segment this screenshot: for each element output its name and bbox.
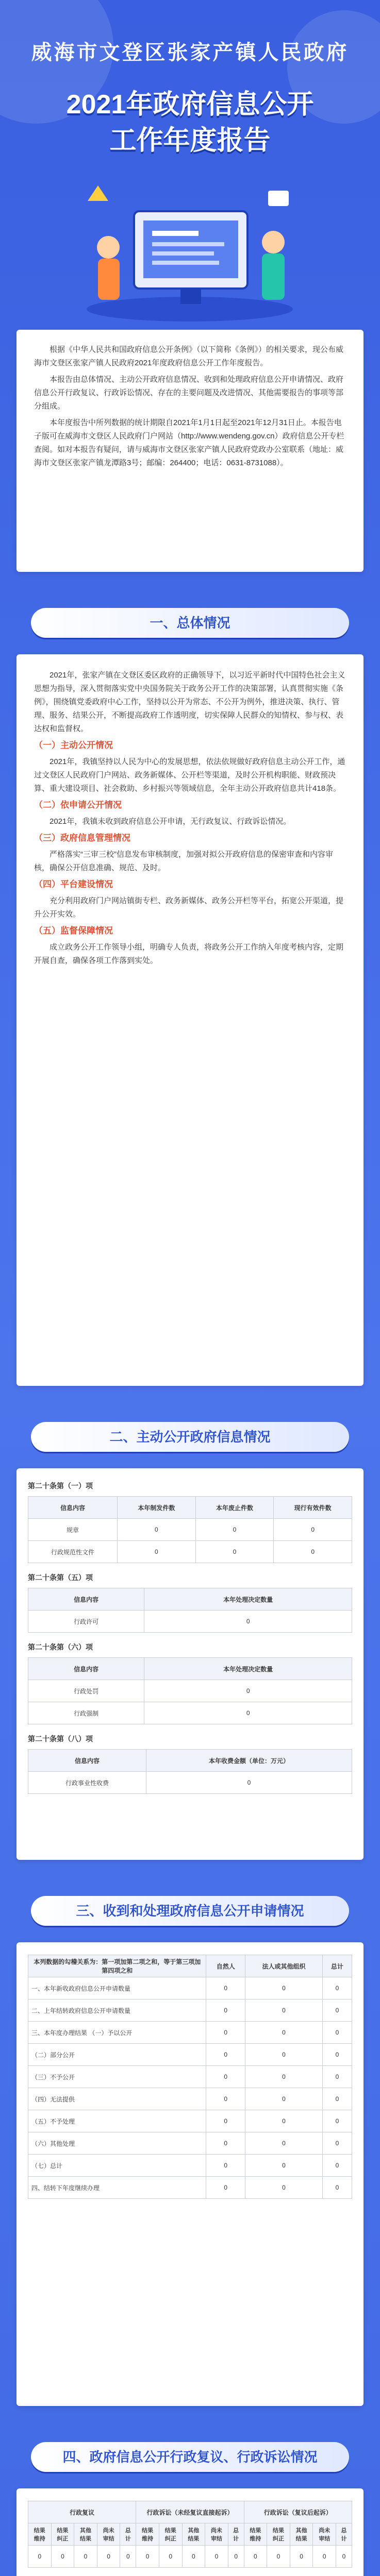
table-cell: 0 [206, 1977, 245, 1999]
table-cell: 0 [322, 2110, 352, 2132]
table-row [28, 1680, 352, 1702]
table-header-cell: 其他结果 [74, 2523, 97, 2546]
table-cell: 0 [206, 2110, 245, 2132]
table-cell: 0 [322, 1999, 352, 2022]
table3-card [16, 1942, 364, 2406]
subheading: （四）平台建设情况 [34, 879, 113, 889]
table-header-cell: 行政复议 [28, 2501, 136, 2523]
table-cell: 0 [228, 2546, 244, 2568]
table-cell: 0 [322, 2132, 352, 2155]
table-row [28, 1702, 352, 1724]
table-row [28, 2044, 352, 2066]
review-litigation-table [28, 2501, 352, 2568]
table-row [28, 2110, 352, 2132]
table-row [28, 1977, 352, 1999]
table-cell: 0 [245, 2066, 323, 2088]
table-row [28, 1611, 352, 1633]
table-cell: 0 [206, 1999, 245, 2022]
table-title: 第二十条第（一）项 [28, 1482, 93, 1490]
table-cell: （五）不予处理 [28, 2110, 206, 2132]
table-row [28, 2546, 352, 2568]
overview-paragraph: 2021年，我镇坚持以人民为中心的发展思想，依法依规做好政府信息主动公开工作，通过文登区人民政府门户网站、政务新媒体、公开栏等渠道，及时公开机构职能、财政预决算、重大建设项目、社会救助、乡村振兴等领域信息，全年主动公开政府信息共计418条。 [34, 757, 345, 793]
table-cell: 0 [336, 2546, 352, 2568]
section-heading: 一、总体情况 [31, 608, 349, 638]
header-banner [0, 0, 380, 330]
table-cell: （二）部分公开 [28, 2044, 206, 2066]
table-cell: 0 [74, 2546, 97, 2568]
subheading: （二）依申请公开情况 [34, 800, 122, 810]
intro-paragraph: 本报告由总体情况、主动公开政府信息情况、收到和处理政府信息公开申请情况、政府信息公开行政复议、行政诉讼情况、存在的主要问题及改进情况、其他需要报告的事项等部分组成。 [34, 375, 344, 411]
table-cell: 0 [144, 1702, 352, 1724]
table-header-cell: 信息内容 [28, 1750, 146, 1772]
table-header-cell: 信息内容 [28, 1497, 118, 1519]
section-heading: 四、政府信息公开行政复议、行政诉讼情况 [31, 2442, 349, 2472]
table-cell: 行政强制 [28, 1702, 144, 1724]
table-cell: 0 [245, 2155, 323, 2177]
table-cell: （六）其他处理 [28, 2132, 206, 2155]
table-header-cell: 总计 [322, 1955, 352, 1977]
table-header-cell: 法人或其他组织 [245, 1955, 323, 1977]
table-cell: 行政事业性收费 [28, 1772, 146, 1794]
table-row [28, 2155, 352, 2177]
table-cell: （四）无法提供 [28, 2088, 206, 2110]
table-cell: 0 [322, 2066, 352, 2088]
table-cell: 0 [28, 2546, 52, 2568]
subheading: （五）监督保障情况 [34, 926, 113, 936]
penalty-table [28, 1657, 352, 1724]
table-cell: 0 [290, 2546, 313, 2568]
table-header-cell: 结果维持 [28, 2523, 52, 2546]
section-heading: 二、主动公开政府信息情况 [31, 1422, 349, 1452]
table-cell: 0 [245, 2022, 323, 2044]
table-cell: 0 [144, 1611, 352, 1633]
table-row [28, 2177, 352, 2199]
table-header-cell: 本列数据的勾稽关系为：第一项加第二项之和，等于第三项加第四项之和 [28, 1955, 206, 1977]
table-row [28, 1999, 352, 2022]
table-cell: 0 [206, 2177, 245, 2199]
overview-card [16, 654, 364, 1386]
table-header-cell: 行政诉讼（复议后起诉） [244, 2501, 352, 2523]
overview-paragraph: 2021年，我镇未收到政府信息公开申请，无行政复议、行政诉讼情况。 [49, 817, 291, 826]
table-header-cell: 其他结果 [290, 2523, 313, 2546]
active-disclosure-table [28, 1496, 352, 1563]
table-title: 第二十条第（八）项 [28, 1735, 93, 1743]
gov-name: 威海市文登区张家产镇人民政府 [31, 41, 349, 64]
table-header-cell: 自然人 [206, 1955, 245, 1977]
table-header-cell: 本年制发件数 [118, 1497, 196, 1519]
table-row [28, 1772, 352, 1794]
report-title-line2: 工作年度报告 [109, 126, 271, 156]
table-row [28, 2088, 352, 2110]
application-table [28, 1955, 352, 2199]
overview-paragraph: 成立政务公开工作领导小组，明确专人负责，将政务公开工作纳入年度考核内容，定期开展自查，确保各项工作落到实处。 [34, 943, 344, 965]
table-cell: 0 [267, 2546, 290, 2568]
table-cell: 0 [245, 2088, 323, 2110]
table-cell: 0 [245, 1999, 323, 2022]
intro-card [16, 330, 364, 572]
fee-table [28, 1749, 352, 1794]
intro-paragraph: 根据《中华人民共和国政府信息公开条例》（以下简称《条例》）的相关要求，现公布威海市文登区张家产镇人民政府2021年度政府信息公开工作年度报告。 [34, 345, 344, 367]
table-cell: 0 [322, 2088, 352, 2110]
table-header-cell: 尚未审结 [313, 2523, 336, 2546]
table-cell: 四、结转下年度继续办理 [28, 2177, 206, 2199]
table-header-cell: 信息内容 [28, 1658, 144, 1680]
table-cell: 0 [206, 2066, 245, 2088]
table-cell: 0 [120, 2546, 136, 2568]
table-cell: 0 [322, 1977, 352, 1999]
table-cell: 0 [206, 2044, 245, 2066]
table-header-cell: 总计 [120, 2523, 136, 2546]
table-header-cell: 结果维持 [136, 2523, 159, 2546]
table-cell: 0 [206, 2132, 245, 2155]
section-heading: 三、收到和处理政府信息公开申请情况 [31, 1896, 349, 1926]
table-cell: 0 [206, 2155, 245, 2177]
table-cell: 规章 [28, 1519, 118, 1541]
office-illustration [77, 170, 303, 325]
table-cell: （三）不予公开 [28, 2066, 206, 2088]
subheading: （一）主动公开情况 [34, 740, 113, 750]
table-cell: 0 [245, 2044, 323, 2066]
table-cell: 0 [146, 1772, 352, 1794]
table-cell: 0 [206, 2088, 245, 2110]
table-cell: 0 [274, 1541, 352, 1563]
table-header-cell: 总计 [228, 2523, 244, 2546]
table-cell: 行政许可 [28, 1611, 144, 1633]
table-cell: 0 [313, 2546, 336, 2568]
table-cell: 0 [245, 1977, 323, 1999]
table-header-cell: 结果纠正 [267, 2523, 290, 2546]
table-cell: 0 [245, 2177, 323, 2199]
permit-table [28, 1588, 352, 1633]
table-row [28, 2022, 352, 2044]
table-title: 第二十条第（五）项 [28, 1573, 93, 1582]
table-header-cell: 本年废止件数 [195, 1497, 274, 1519]
table-cell: 行政规范性文件 [28, 1541, 118, 1563]
table-header-cell: 总计 [336, 2523, 352, 2546]
table-header-cell: 尚未审结 [205, 2523, 228, 2546]
table-cell: 0 [244, 2546, 267, 2568]
subheading: （三）政府信息管理情况 [34, 833, 130, 843]
table-cell: 0 [206, 2022, 245, 2044]
table-header-cell: 其他结果 [182, 2523, 205, 2546]
table-cell: 0 [51, 2546, 74, 2568]
table-row [28, 2066, 352, 2088]
table-cell: 0 [205, 2546, 228, 2568]
table-cell: 0 [274, 1519, 352, 1541]
table-header-cell: 结果维持 [244, 2523, 267, 2546]
overview-paragraph: 严格落实“三审三校”信息发布审核制度，加强对拟公开政府信息的保密审查和内容审核，确保公开信息准确、规范、及时。 [34, 850, 333, 872]
table-header-cell: 现行有效件数 [274, 1497, 352, 1519]
table-row [28, 1541, 352, 1563]
intro-paragraph: 本年度报告中所列数据的统计期限自2021年1月1日起至2021年12月31日止。本报告电子版可在威海市文登区人民政府门户网站（http://www.wendeng.gov.cn）政府信息公开专栏查阅。如对本报告有疑问，请与威海市文登区张家产镇人民政府党政办公室联系（地址：威海市文登区张家产镇龙潭路3号；邮编：264400；电话：0631-8731088）。 [34, 418, 344, 467]
overview-lead: 2021年，张家产镇在文登区委区政府的正确领导下，以习近平新时代中国特色社会主义思想为指导，深入贯彻落实党中央国务院关于政务公开工作的决策部署，认真贯彻实施《条例》，围绕镇党委政府中心工作，坚持以公开为常态、不公开为例外，推进决策、执行、管理、服务、结果公开，不断提高政府工作透明度，切实保障人民群众的知情权、参与权、表达权和监督权。 [34, 671, 345, 733]
table-cell: 0 [195, 1541, 274, 1563]
table-cell: 0 [182, 2546, 205, 2568]
table4-card [16, 2488, 364, 2576]
table-header-cell: 本年收费金额（单位：万元） [146, 1750, 352, 1772]
table-cell: 0 [136, 2546, 159, 2568]
table-cell: 三、本年度办理结果 （一）予以公开 [28, 2022, 206, 2044]
table-header-cell: 行政诉讼（未经复议直接起诉） [136, 2501, 244, 2523]
table-cell: 0 [97, 2546, 120, 2568]
table-header-cell: 结果纠正 [51, 2523, 74, 2546]
table-cell: 0 [118, 1519, 196, 1541]
table-cell: 0 [144, 1680, 352, 1702]
report-title-line1: 2021年政府信息公开 [66, 90, 314, 120]
table-cell: 一、本年新收政府信息公开申请数量 [28, 1977, 206, 1999]
table-row [28, 2132, 352, 2155]
table-row [28, 1519, 352, 1541]
table-header-cell: 结果纠正 [159, 2523, 182, 2546]
table2-card [16, 1468, 364, 1860]
table-cell: 行政处罚 [28, 1680, 144, 1702]
table-cell: 0 [322, 2177, 352, 2199]
table-cell: 0 [245, 2132, 323, 2155]
table-header-cell: 本年处理决定数量 [144, 1588, 352, 1611]
table-cell: 0 [195, 1519, 274, 1541]
table-cell: 0 [159, 2546, 182, 2568]
table-cell: 0 [322, 2022, 352, 2044]
table-header-cell: 本年处理决定数量 [144, 1658, 352, 1680]
table-cell: 0 [322, 2044, 352, 2066]
table-cell: 0 [245, 2110, 323, 2132]
table-title: 第二十条第（六）项 [28, 1643, 93, 1651]
table-header-cell: 尚未审结 [97, 2523, 120, 2546]
table-cell: 0 [118, 1541, 196, 1563]
table-cell: （七）总计 [28, 2155, 206, 2177]
table-header-cell: 信息内容 [28, 1588, 144, 1611]
table-cell: 0 [322, 2155, 352, 2177]
overview-paragraph: 充分利用政府门户网站镇街专栏、政务新媒体、政务公开栏等平台，拓宽公开渠道，提升公开实效。 [34, 896, 344, 919]
table-cell: 二、上年结转政府信息公开申请数量 [28, 1999, 206, 2022]
